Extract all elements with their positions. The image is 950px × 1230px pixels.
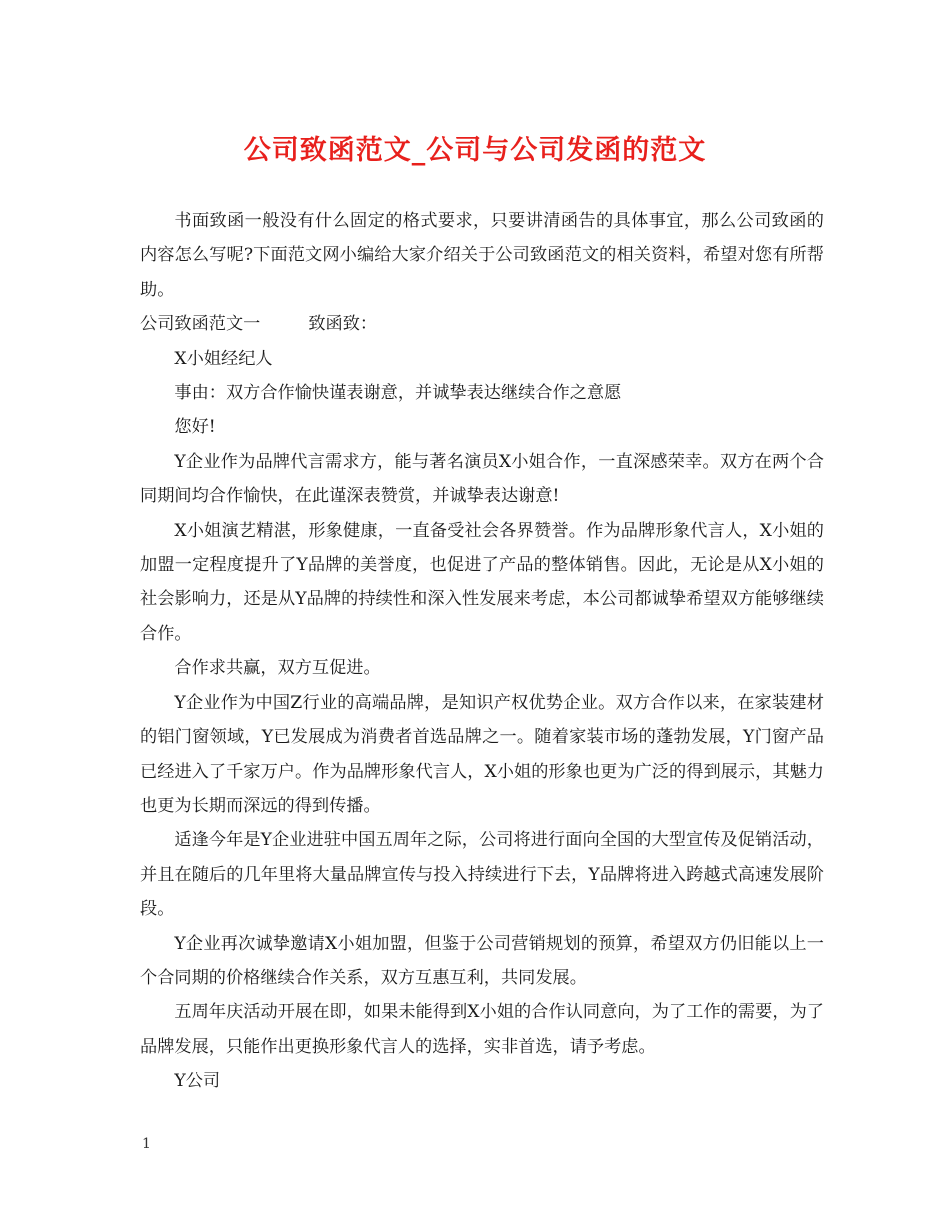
sample-heading-line [140, 307, 824, 341]
greeting-line: 您好! [174, 417, 216, 438]
sample-heading: 公司致函范文一 [140, 314, 261, 335]
document-body [140, 204, 824, 1099]
recipient-line: X小姐经纪人 [174, 348, 273, 369]
page-number: 1 [142, 1136, 151, 1152]
body-paragraph: 适逢今年是Y企业进驻中国五周年之际，公司将进行面向全国的大型宣传及促销活动，并且在随后的几年里将大量品牌宣传与投入持续进行下去，Y品牌将进入跨越式高速发展阶段。 [140, 830, 824, 920]
body-paragraph: Y企业作为品牌代言需求方，能与著名演员X小姐合作，一直深感荣幸。双方在两个合同期间均合作愉快，在此谨深表赞赏，并诚挚表达谢意! [140, 451, 824, 507]
signature-line: Y公司 [174, 1071, 221, 1092]
body-paragraph: 五周年庆活动开展在即，如果未能得到X小姐的合作认同意向，为了工作的需要，为了品牌发展，只能作出更换形象代言人的选择，实非首选，请予考虑。 [140, 1002, 824, 1057]
body-paragraph: X小姐演艺精湛，形象健康，一直备受社会各界赞誉。作为品牌形象代言人，X小姐的加盟一定程度提升了Y品牌的美誉度，也促进了产品的整体销售。因此，无论是从X小姐的社会影响力，还是从Y品牌的持续性和深入性发展来考虑，本公司都诚挚希望双方能够继续合作。 [140, 520, 824, 644]
document-title: 公司致函范文_公司与公司发函的范文 [243, 135, 707, 166]
body-paragraph: 合作求共赢，双方互促进。 [174, 658, 381, 679]
subject-line: 事由：双方合作愉快谨表谢意，并诚挚表达继续合作之意愿 [174, 383, 622, 404]
intro-paragraph: 书面致函一般没有什么固定的格式要求，只要讲清函告的具体事宜，那么公司致函的内容怎么写呢?下面范文网小编给大家介绍关于公司致函范文的相关资料，希望对您有所帮助。 [140, 211, 824, 300]
body-paragraph: Y企业再次诚挚邀请X小姐加盟，但鉴于公司营销规划的预算，希望双方仍旧能以上一个合同期的价格继续合作关系，双方互惠互利，共同发展。 [140, 933, 824, 988]
body-paragraph: Y企业作为中国Z行业的高端品牌，是知识产权优势企业。双方合作以来，在家装建材的铝门窗领域，Y已发展成为消费者首选品牌之一。随着家装市场的蓬勃发展，Y门窗产品已经进入了千家万户。作为品牌形象代言人，X小姐的形象也更为广泛的得到展示，其魅力也更为长期而深远的得到传播。 [140, 692, 824, 816]
sample-subheading: 致函致： [308, 314, 378, 335]
